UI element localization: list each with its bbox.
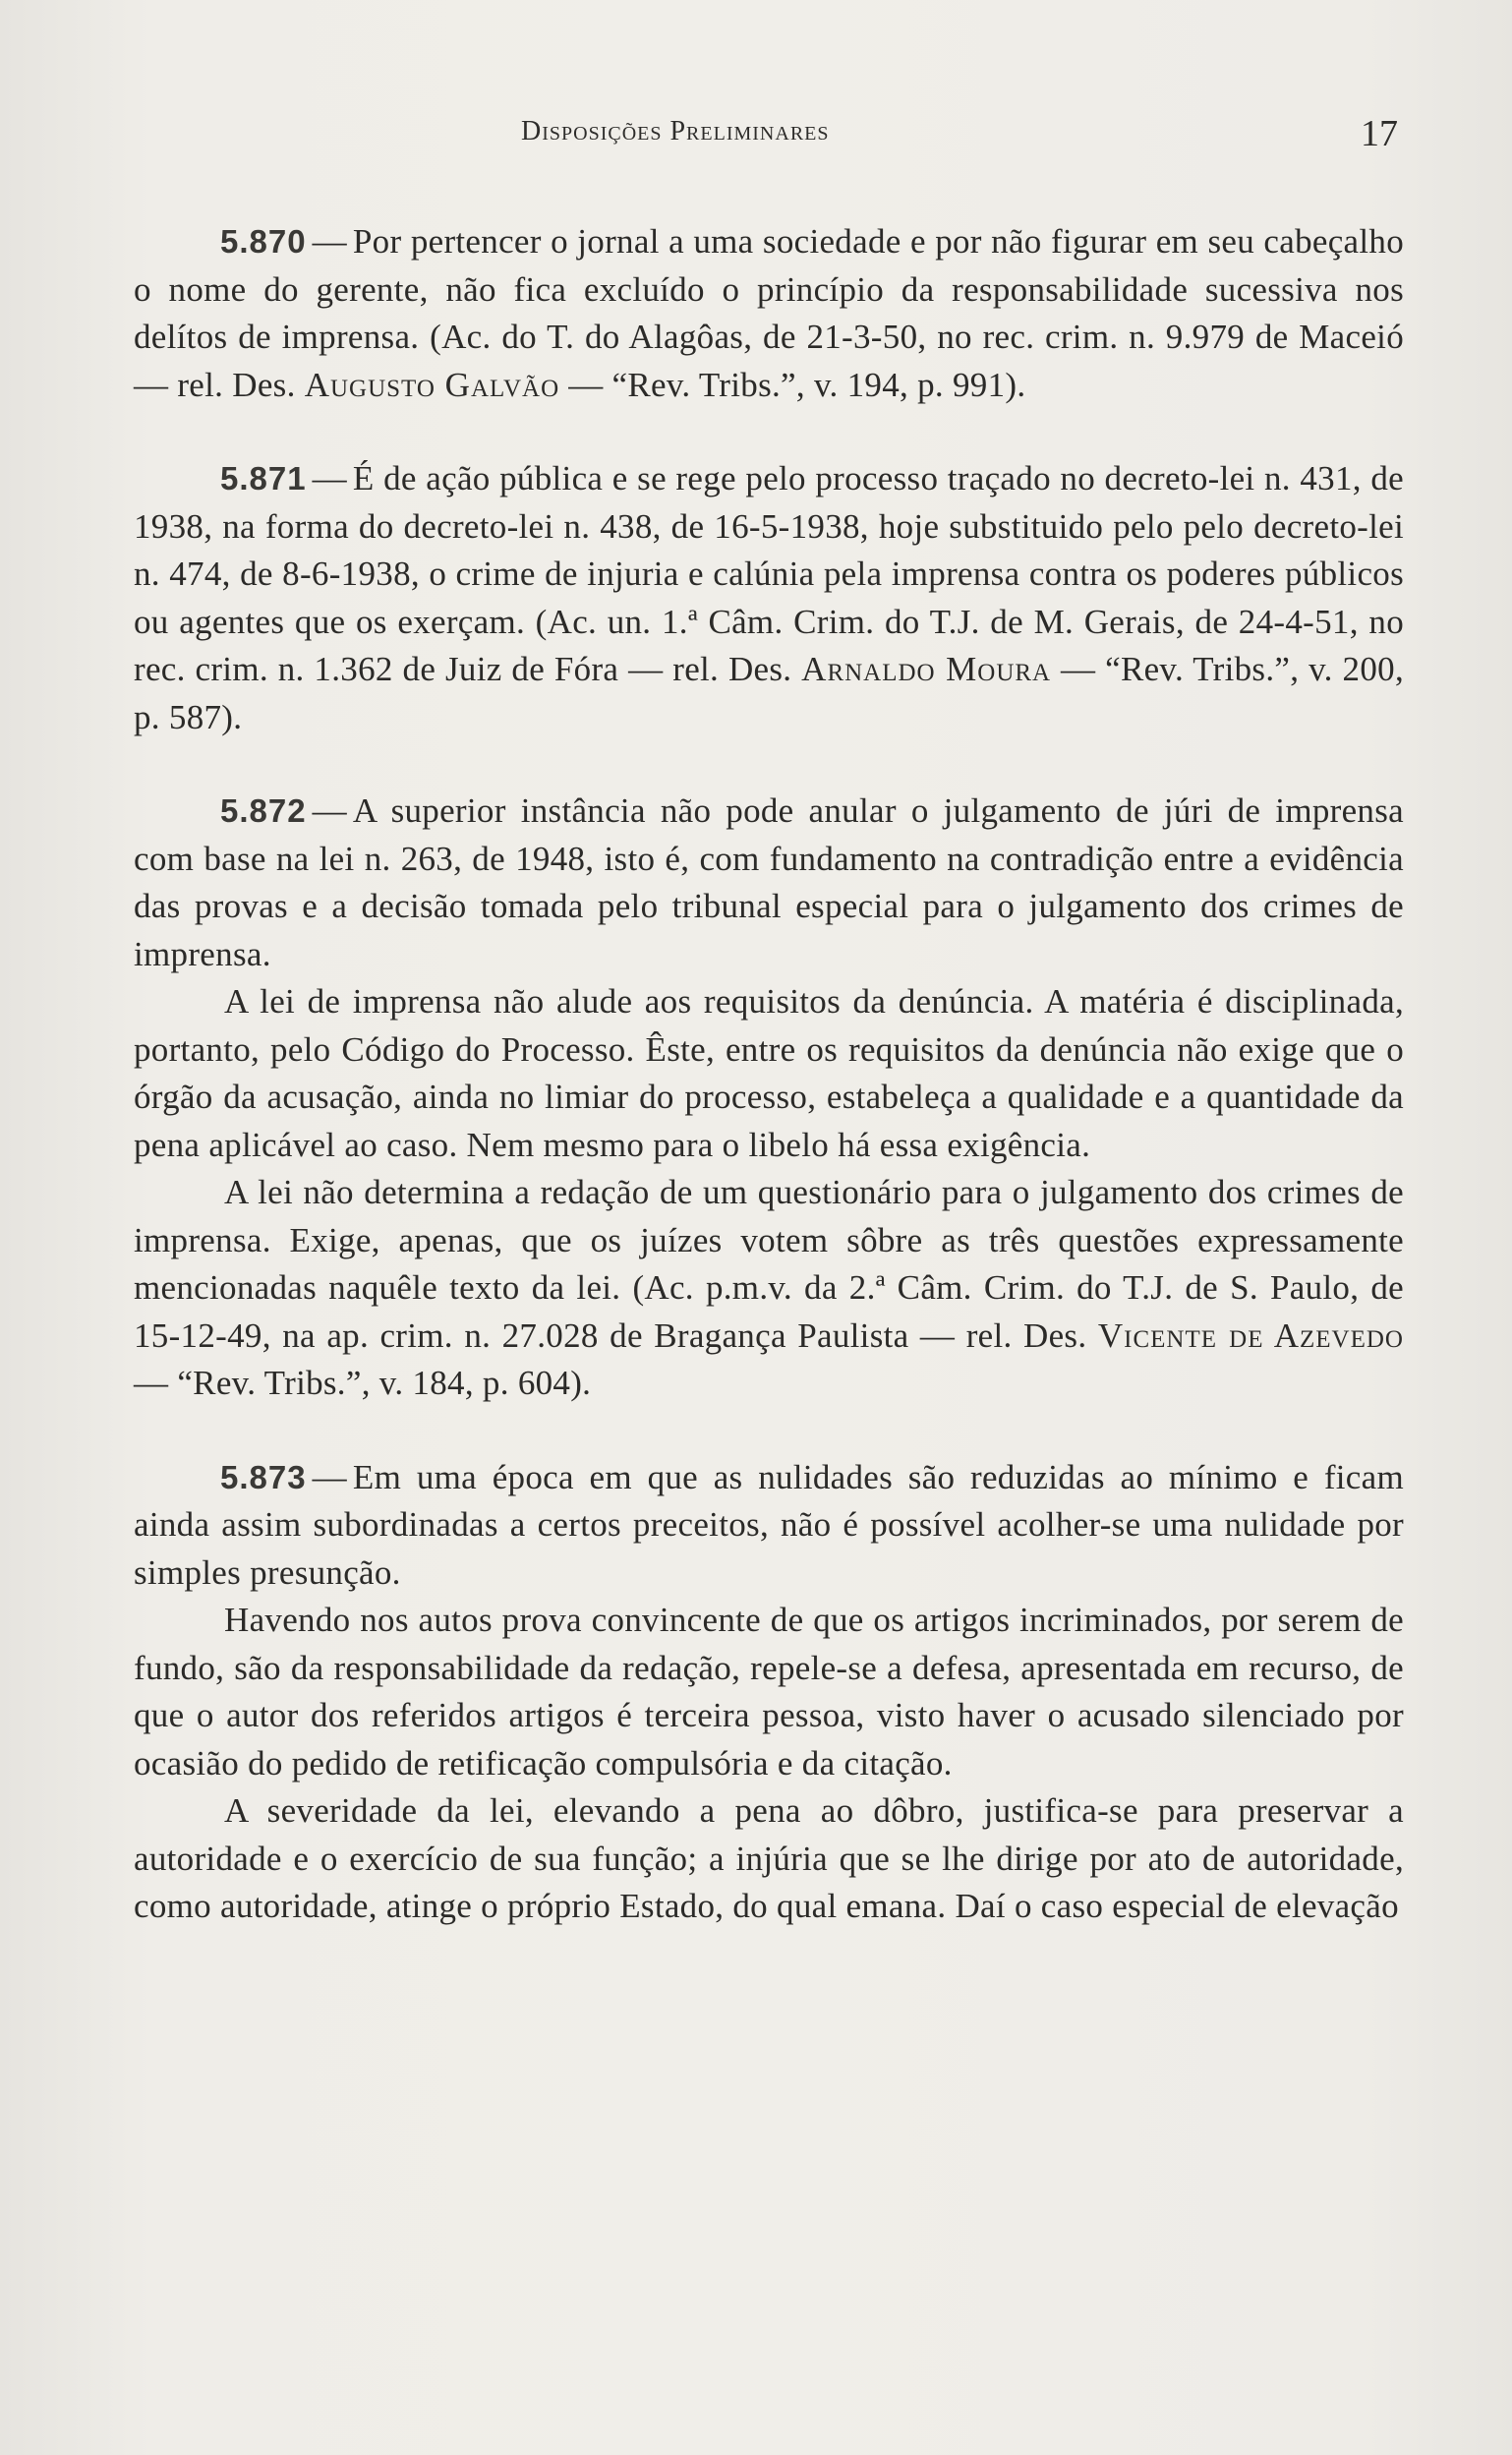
paragraph xyxy=(134,978,1404,1169)
entry-number: 5.870 xyxy=(220,223,307,260)
citation-text: — “Rev. Tribs.”, v. 200, p. 587). xyxy=(134,650,1405,736)
paragraph-text: É de ação pública e se rege pelo processo traçado no decreto-lei n. 431, de 1938, na forma do decreto-lei n. 438, de 16-5-1938, hoje substituido pelo pelo decreto-lei n. 474, de 8-6-1938, o crime de injuria e calúnia pela imprensa contra os poderes públicos ou agentes que os exerçam. (Ac. un. 1.ª Câm. Crim. do T.J. de M. Gerais, de 24-4-51, no rec. crim. n. 1.362 de Juiz de Fóra — rel. Des. xyxy=(134,459,1404,688)
entry-5872 xyxy=(134,788,1404,1408)
paragraph-text: A superior instância não pode anular o julgamento de júri de imprensa com base na lei n. 263, de 1948, isto é, com fundamento na contradição entre a evidência das provas e a decisão tomada pelo tribunal especial para o julgamento dos crimes de imprensa. xyxy=(134,791,1404,973)
citation-text: — “Rev. Tribs.”, v. 184, p. 604). xyxy=(134,1364,592,1402)
em-dash: — xyxy=(312,791,347,830)
paragraph-text: Por pertencer o jornal a uma sociedade e por não figurar em seu cabeçalho o nome do gerente, não fica excluído o princípio da responsabilidade sucessiva nos delítos de imprensa. (Ac. do T. do Alagôas, de 21-3-50, no rec. crim. n. 9.979 de Maceió — rel. Des. xyxy=(134,222,1404,404)
running-head: Disposições Preliminares xyxy=(521,116,830,146)
paragraph xyxy=(134,1787,1404,1931)
entry-5871 xyxy=(134,455,1404,741)
paragraph xyxy=(134,455,1404,741)
entry-number: 5.871 xyxy=(220,460,307,497)
body-text xyxy=(134,218,1404,1977)
em-dash: — xyxy=(312,1457,347,1496)
rapporteur-name: Vicente de Azevedo xyxy=(1097,1315,1404,1355)
rapporteur-name: Arnaldo Moura xyxy=(801,650,1052,688)
entry-number: 5.872 xyxy=(220,792,307,829)
paragraph xyxy=(134,1597,1404,1787)
paragraph xyxy=(134,788,1404,978)
entry-5870 xyxy=(134,218,1404,409)
entry-number: 5.873 xyxy=(220,1458,307,1495)
entry-5873 xyxy=(134,1454,1404,1931)
rapporteur-name: Augusto Galvão xyxy=(304,365,560,404)
paragraph xyxy=(134,1454,1404,1598)
page-number: 17 xyxy=(1361,113,1398,154)
em-dash: — xyxy=(312,459,347,497)
paragraph-text: Em uma época em que as nulidades são reduzidas ao mínimo e ficam ainda assim subordinadas a certos preceitos, não é possível acolher-se uma nulidade por simples presunção. xyxy=(134,1457,1404,1592)
paragraph-text: A lei de imprensa não alude aos requisitos da denúncia. A matéria é disciplinada, portanto, pelo Código do Processo. Êste, entre os requisitos da denúncia não exige que o órgão da acusação, ainda no limiar do processo, estabeleça a qualidade e a quantidade da pena aplicável ao caso. Nem mesmo para o libelo há essa exigência. xyxy=(134,982,1404,1164)
paragraph-text: Havendo nos autos prova convincente de que os artigos incriminados, por serem de fundo, são da responsabilidade da redação, repele-se a defesa, apresentada em recurso, de que o autor dos referidos artigos é terceira pessoa, visto haver o acusado silenciado por ocasião do pedido de retificação compulsória e da citação. xyxy=(134,1601,1404,1783)
paragraph xyxy=(134,1169,1404,1408)
citation-text: — “Rev. Tribs.”, v. 194, p. 991). xyxy=(559,365,1026,404)
paragraph-text: A severidade da lei, elevando a pena ao dôbro, justifica-se para preservar a autoridade e o exercício de sua função; a injúria que se lhe dirige por ato de autoridade, como autoridade, atinge o próprio Estado, do qual emana. Daí o caso especial de elevação xyxy=(134,1791,1404,1925)
paragraph xyxy=(134,218,1404,409)
em-dash: — xyxy=(312,222,347,261)
paragraph-text: A lei não determina a redação de um questionário para o julgamento dos crimes de imprensa. Exige, apenas, que os juízes votem sôbre as três questões expressamente mencionadas naquêle texto da lei. (Ac. p.m.v. da 2.ª Câm. Crim. do T.J. de S. Paulo, de 15-12-49, na ap. crim. n. 27.028 de Bragança Paulista — rel. Des. xyxy=(134,1173,1404,1355)
